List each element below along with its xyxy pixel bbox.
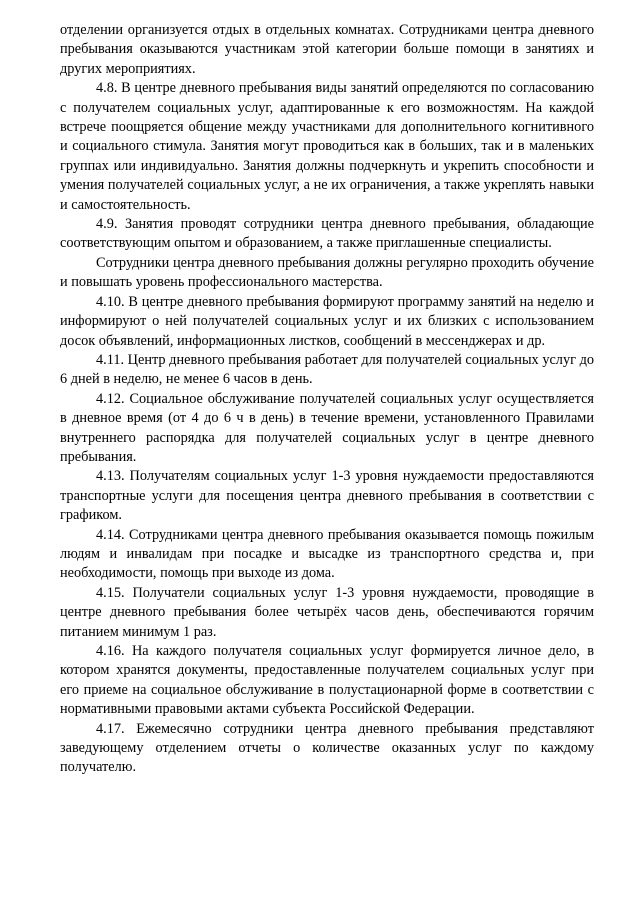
paragraph-4-11: 4.11. Центр дневного пребывания работает для получателей социальных услуг до 6 дней в неделю, не менее 6 часов в день.: [60, 351, 594, 388]
paragraph-4-10: 4.10. В центре дневного пребывания формируют программу занятий на неделю и информируют о ней получателей социальных услуг и их близких с использованием досок объявлений, информационных листков, сообщений в мессенджерах и др.: [60, 293, 594, 349]
paragraph-4-16: 4.16. На каждого получателя социальных услуг формируется личное дело, в котором хранятся документы, предоставленные получателем социальных услуг при его приеме на социальное обслуживание в полустационарной форме в соответствии с нормативными правовыми актами субъекта Российской Федерации.: [60, 643, 594, 718]
paragraph-staff-training: Сотрудники центра дневного пребывания должны регулярно проходить обучение и повышать уровень профессионального мастерства.: [60, 254, 594, 291]
paragraph-4-14: 4.14. Сотрудниками центра дневного пребывания оказывается помощь пожилым людям и инвалидам при посадке и высадке из транспортного средства и, при необходимости, помощь при выходе из дома.: [60, 526, 594, 582]
paragraph-continuation: отделении организуется отдых в отдельных комнатах. Сотрудниками центра дневного пребывания оказываются участникам этой категории больше помощи в занятиях и других мероприятиях.: [60, 22, 594, 77]
paragraph-4-17: 4.17. Ежемесячно сотрудники центра дневного пребывания представляют заведующему отделением отчеты о количестве оказанных услуг по каждому получателю.: [60, 720, 594, 776]
paragraph-4-13: 4.13. Получателям социальных услуг 1-3 уровня нуждаемости предоставляются транспортные услуги для посещения центра дневного пребывания в соответствии с графиком.: [60, 468, 594, 524]
paragraph-4-8: 4.8. В центре дневного пребывания виды занятий определяются по согласованию с получателем социальных услуг, адаптированные к его возможностям. На каждой встрече поощряется общение между участниками для дополнительного когнитивного и социального стимула. Занятия могут проводиться как в больших, так и в маленьких группах или индивидуально. Занятия должны подчеркнуть и укрепить способности и умения получателей социальных услуг, а не их ограничения, а также укреплять навыки и самостоятельность.: [60, 80, 594, 213]
paragraph-4-9: 4.9. Занятия проводят сотрудники центра дневного пребывания, обладающие соответствующим опытом и образованием, а также приглашенные специалисты.: [60, 216, 594, 252]
paragraph-4-15: 4.15. Получатели социальных услуг 1-3 уровня нуждаемости, проводящие в центре дневного пребывания более четырёх часов день, обеспечиваются горячим питанием минимум 1 раз.: [60, 584, 594, 640]
paragraph-4-12: 4.12. Социальное обслуживание получателей социальных услуг осуществляется в дневное время (от 4 до 6 ч в день) в течение времени, установленного Правилами внутреннего распорядка для получателей социальных услуг в центре дневного пребывания.: [60, 390, 594, 465]
